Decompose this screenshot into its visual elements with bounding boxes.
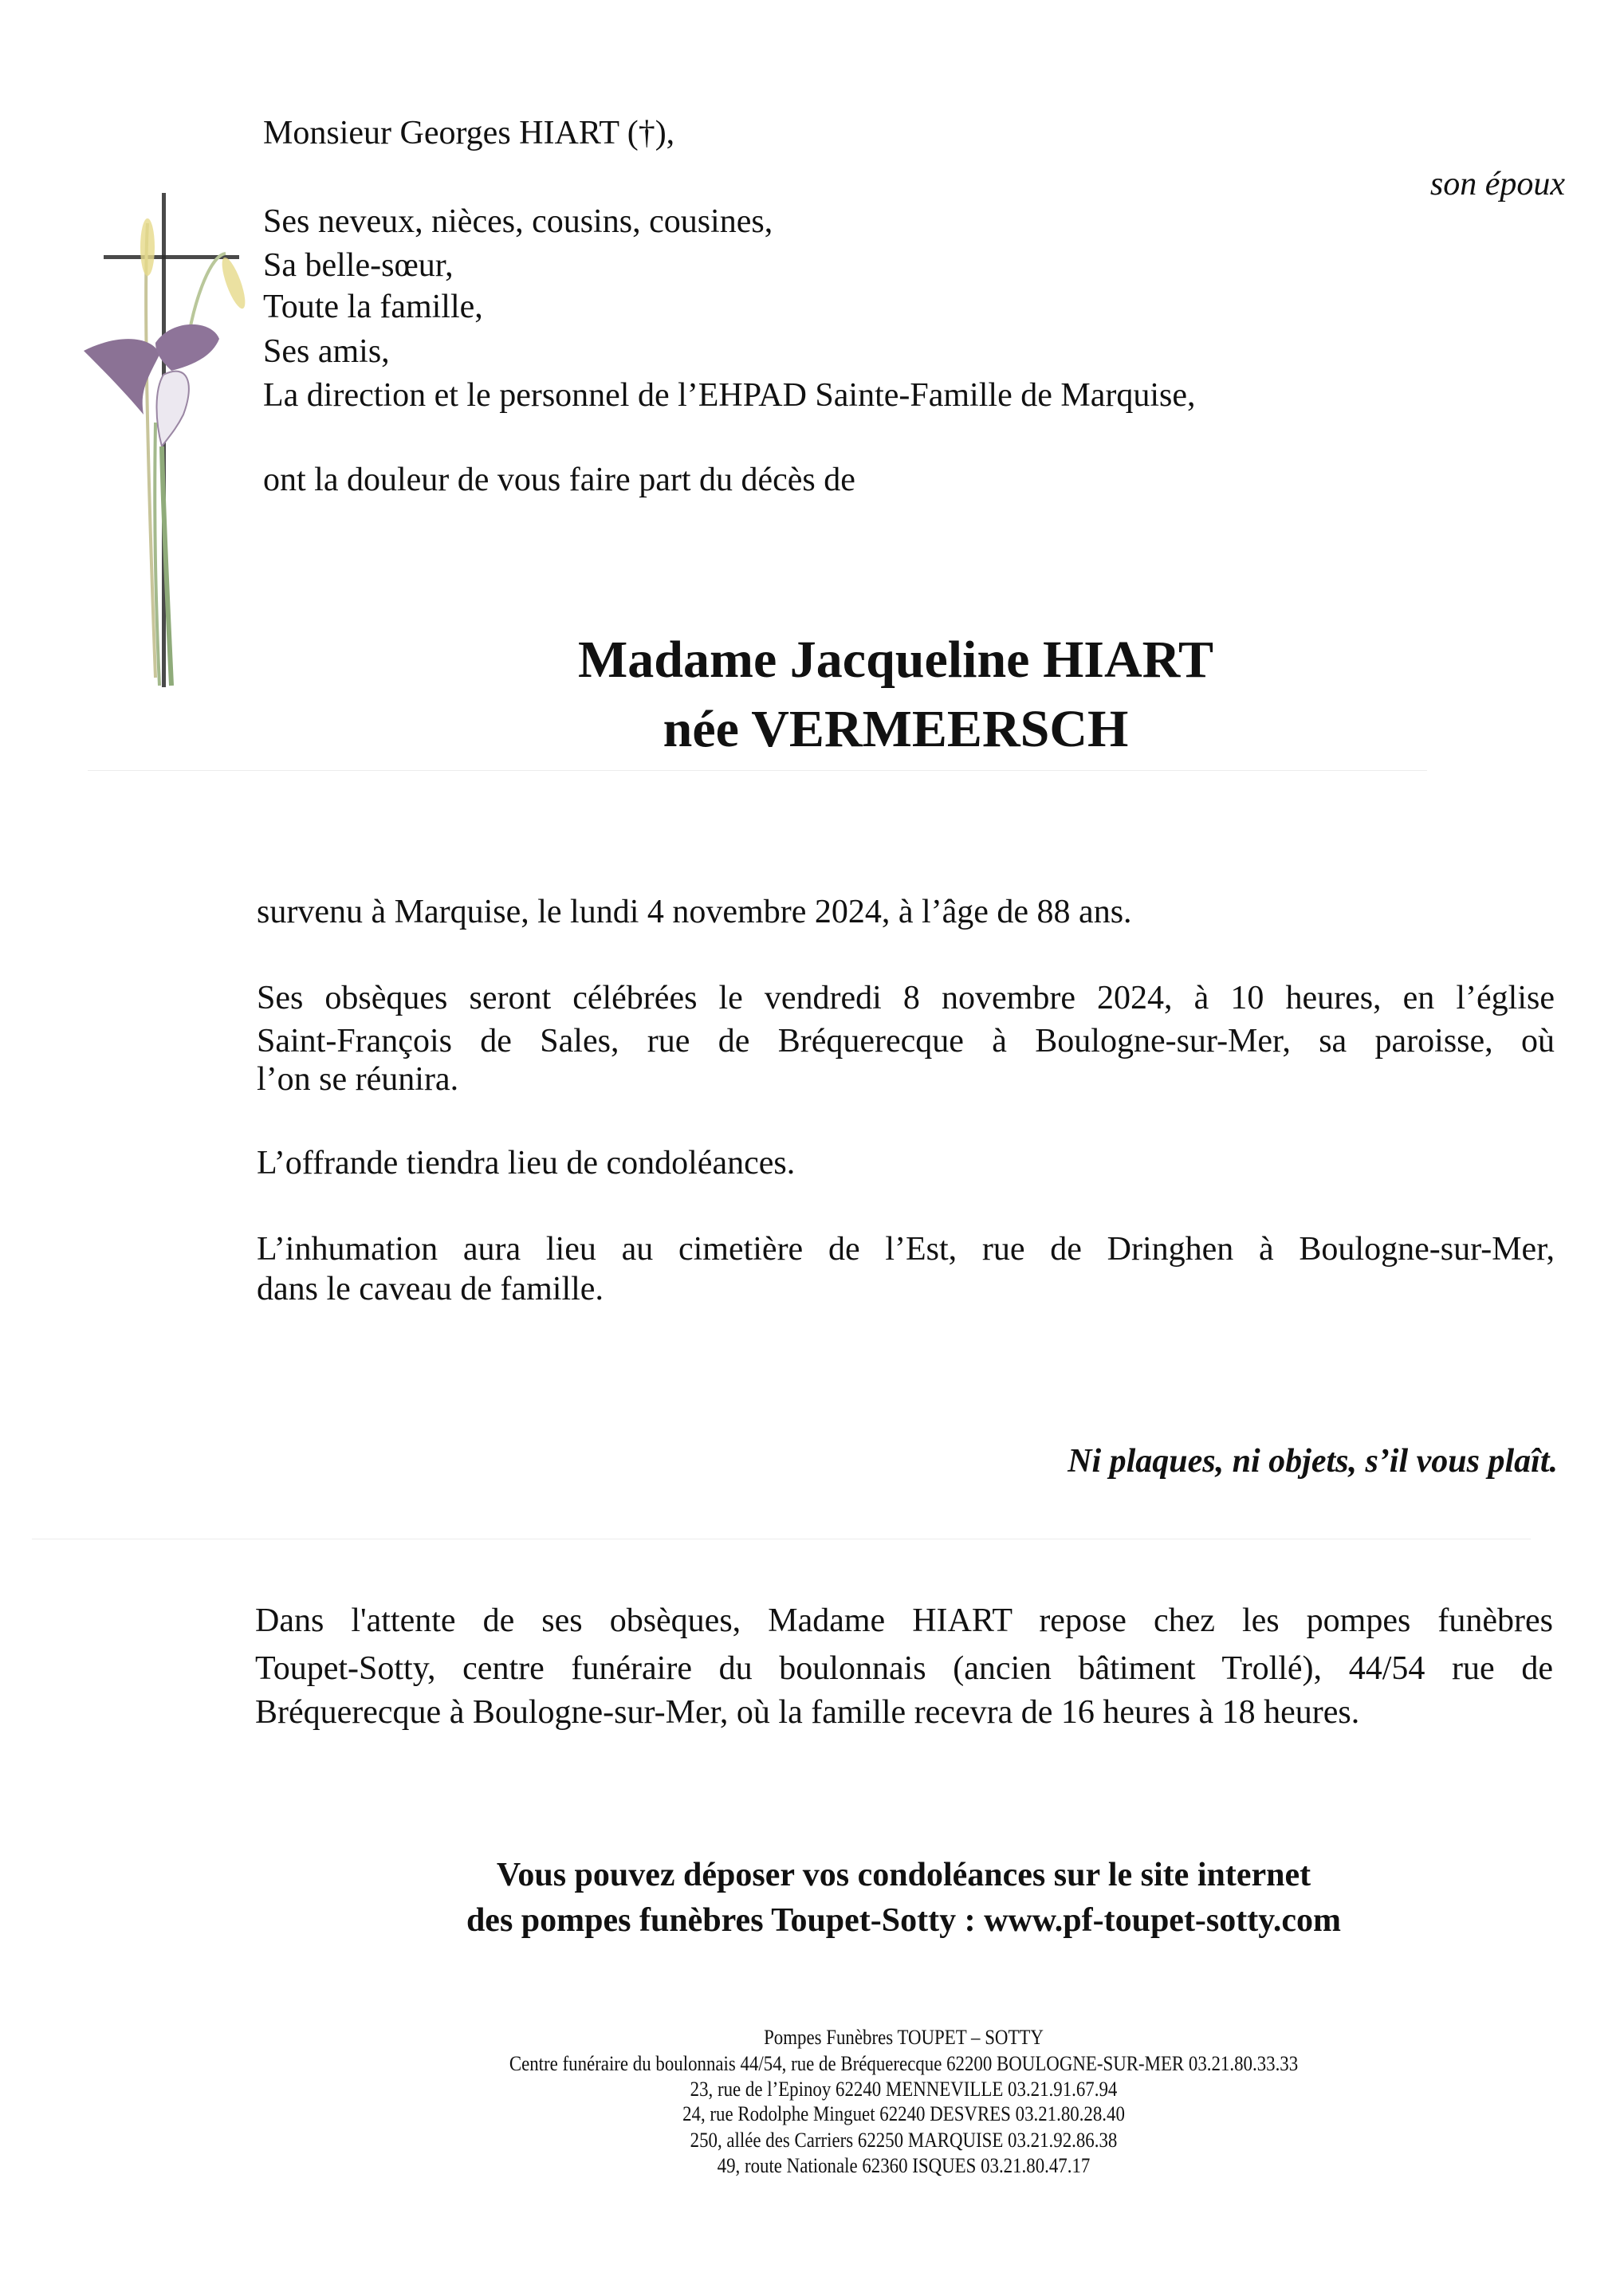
condolences-line: des pompes funèbres Toupet-Sotty : www.pf-toupet-sotty.com (466, 1902, 1342, 1939)
widower-line: Monsieur Georges HIART (†), (263, 115, 675, 151)
deceased-name: Madame Jacqueline HIART (578, 631, 1213, 689)
rest-line: Dans l'attente de ses obsèques, Madame HIART repose chez les pompes funèbres (255, 1602, 1553, 1639)
footer-company: Pompes Funèbres TOUPET – SOTTY (764, 2026, 1044, 2049)
funeral-line: l’on se réunira. (257, 1061, 459, 1098)
footer-address: 24, rue Rodolphe Minguet 62240 DESVRES 03.21.80.28.40 (682, 2102, 1125, 2125)
funeral-line: Ses obsèques seront célébrées le vendredi 8 novembre 2024, à 10 heures, en l’église (257, 980, 1555, 1016)
burial-line: dans le caveau de famille. (257, 1271, 604, 1307)
offering-line: L’offrande tiendra lieu de condoléances. (257, 1145, 796, 1181)
family-line: Toute la famille, (263, 289, 483, 325)
cross-lily-illustration (76, 183, 259, 702)
family-line: Ses amis, (263, 333, 390, 370)
husband-label: son époux (1429, 166, 1565, 202)
footer-address: 23, rue de l’Epinoy 62240 MENNEVILLE 03.21.91.67.94 (690, 2078, 1118, 2101)
family-line: La direction et le personnel de l’EHPAD Sainte-Famille de Marquise, (263, 377, 1196, 414)
footer-address: 49, route Nationale 62360 ISQUES 03.21.80.47.17 (717, 2154, 1091, 2177)
family-line: Ses neveux, nièces, cousins, cousines, (263, 203, 773, 240)
deceased-maiden-name: née VERMEERSCH (663, 700, 1129, 758)
footer-address: Centre funéraire du boulonnais 44/54, rue de Bréquerecque 62200 BOULOGNE-SUR-MER 03.21.80.33.33 (509, 2052, 1299, 2075)
announcement-line: ont la douleur de vous faire part du décès de (263, 462, 855, 498)
no-flowers-note: Ni plaques, ni objets, s’il vous plaît. (1068, 1443, 1558, 1480)
funeral-line: Saint-François de Sales, rue de Bréquerecque à Boulogne-sur-Mer, sa paroisse, où (257, 1023, 1555, 1060)
rest-line: Bréquerecque à Boulogne-sur-Mer, où la famille recevra de 16 heures à 18 heures. (255, 1694, 1360, 1731)
death-line: survenu à Marquise, le lundi 4 novembre 2024, à l’âge de 88 ans. (257, 894, 1132, 930)
rest-line: Toupet-Sotty, centre funéraire du boulonnais (ancien bâtiment Trollé), 44/54 rue de (255, 1650, 1553, 1687)
footer-address: 250, allée des Carriers 62250 MARQUISE 03.21.92.86.38 (690, 2129, 1118, 2152)
family-line: Sa belle-sœur, (263, 247, 454, 284)
divider (88, 770, 1427, 771)
condolences-line: Vous pouvez déposer vos condoléances sur le site internet (496, 1857, 1311, 1893)
burial-line: L’inhumation aura lieu au cimetière de l’Est, rue de Dringhen à Boulogne-sur-Mer, (257, 1231, 1555, 1268)
